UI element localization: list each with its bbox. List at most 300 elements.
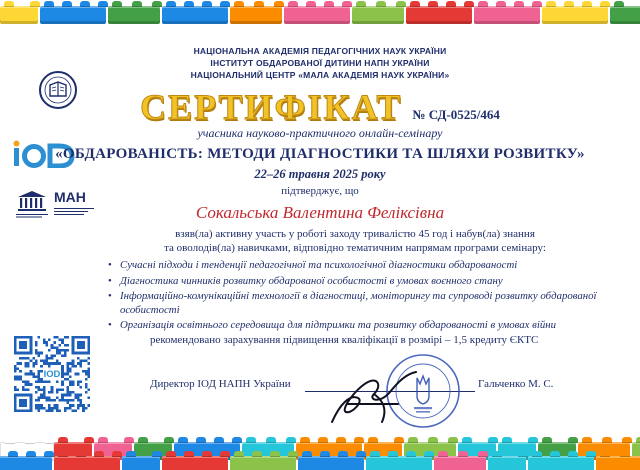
qr-module [69,383,72,386]
qr-module [80,402,83,405]
qr-module [80,404,83,407]
qr-module [87,370,90,373]
qr-module [61,381,64,384]
qr-module [48,339,51,342]
lego-stud [636,437,640,443]
participation-line-1: взяв(ла) активну участь у роботі заходу тривалістю 45 год і набув(ла) знання [175,228,535,240]
qr-module [48,349,51,352]
qr-module [61,375,64,378]
qr-module [51,388,54,391]
qr-module [35,375,38,378]
qr-module [32,362,35,365]
lego-stud [286,437,296,443]
qr-module [14,386,17,389]
qr-module [74,394,77,397]
qr-finder [19,399,27,407]
lego-stud [396,1,406,7]
qr-module [22,357,25,360]
qr-module [53,336,56,339]
lego-stud [302,451,312,457]
lego-stud [202,1,212,7]
qr-module [40,360,43,363]
qr-module [87,357,90,360]
qr-module [69,381,72,384]
qr-module [51,362,54,365]
qr-module [43,360,46,363]
qr-module [45,396,48,399]
lego-stud [252,451,262,457]
qr-module [30,383,33,386]
lego-stud [356,1,366,7]
qr-module [24,388,27,391]
qr-module [66,365,69,368]
qr-module [61,396,64,399]
qr-module [87,375,90,378]
qr-module [69,375,72,378]
qr-module [64,373,67,376]
qr-module [35,391,38,394]
director-position: Директор ІОД НАПН України [150,378,291,390]
qr-module [77,357,80,360]
lego-stud [496,1,506,7]
qr-module [64,349,67,352]
qr-module [61,349,64,352]
lego-brick [0,456,52,470]
participation-line-2: та оволодів(ла) навичками, відповідно тематичним напрямам програми семінару: [164,242,546,254]
qr-module [35,362,38,365]
qr-module [24,365,27,368]
lego-stud [354,437,364,443]
header-academy: НАЦІОНАЛЬНА АКАДЕМІЯ ПЕДАГОГІЧНИХ НАУК УКРАЇНИ [193,46,447,56]
lego-stud [564,1,574,7]
qr-module [82,360,85,363]
lego-stud [184,451,194,457]
qr-module [87,396,90,399]
certificate-subtitle: учасника науково-практичного онлайн-семінару [197,126,443,140]
qr-module [66,391,69,394]
qr-module [59,362,62,365]
qr-module [45,362,48,365]
qr-module [24,357,27,360]
qr-module [27,383,30,386]
qr-module [40,396,43,399]
seminar-title: «ОБДАРОВАНІСТЬ: МЕТОДИ ДІАГНОСТИКИ ТА ШЛЯХИ РОЗВИТКУ» [55,146,585,162]
qr-module [45,381,48,384]
qr-module [77,404,80,407]
qr-module [77,399,80,402]
qr-module [87,388,90,391]
qr-module [72,360,75,363]
qr-module [64,394,67,397]
qr-module [14,375,17,378]
qr-module [85,370,88,373]
qr-module [38,354,41,357]
qr-module [77,394,80,397]
qr-module [38,388,41,391]
lego-stud [478,451,488,457]
qr-module [66,344,69,347]
header-center: НАЦІОНАЛЬНИЙ ЦЕНТР «МАЛА АКАДЕМІЯ НАУК УКРАЇНИ» [190,70,450,80]
lego-stud [388,451,398,457]
qr-module [80,360,83,363]
lego-stud [582,1,592,7]
qr-module [40,370,43,373]
qr-module [27,373,30,376]
lego-brick [542,6,608,24]
qr-module [61,373,64,376]
lego-stud [602,437,612,443]
qr-module [32,373,35,376]
qr-module [56,396,59,399]
topic-item: • Сучасні підходи і тенденції педагогічної та психологічної діагностики обдарованості [108,259,600,273]
qr-module [48,409,51,412]
qr-module [53,404,56,407]
lego-stud [270,451,280,457]
qr-module [51,391,54,394]
topic-item: • Діагностика чинників розвитку обдарованої особистості в умовах воєнного стану [108,275,600,289]
qr-module [59,388,62,391]
qr-module [59,352,62,355]
qr-module [14,388,17,391]
qr-module [27,381,30,384]
lego-stud [234,451,244,457]
recipient-name: Сокальська Валентина Феліксівна [195,203,445,222]
lego-stud [428,1,438,7]
qr-module [24,373,27,376]
lego-stud [488,437,498,443]
lego-stud [320,451,330,457]
qr-module [69,399,72,402]
lego-stud [428,437,438,443]
qr-module [40,388,43,391]
qr-module [56,346,59,349]
qr-module [85,378,88,381]
qr-module [72,409,75,412]
qr-module [72,365,75,368]
qr-module [43,341,46,344]
lego-stud [94,451,104,457]
signer-name: Гальченко М. С. [478,378,554,390]
qr-module [22,388,25,391]
lego-stud [234,1,244,7]
qr-module [30,370,33,373]
certificate-title: СЕРТИФІКАТ [140,87,403,127]
lego-stud [58,451,68,457]
qr-module [53,354,56,357]
lego-stud [318,437,328,443]
qr-module [66,402,69,405]
qr-module [38,378,41,381]
qr-module [85,383,88,386]
qr-module [51,407,54,410]
lego-stud [80,1,90,7]
qr-module [38,352,41,355]
qr-module [72,381,75,384]
qr-module [53,346,56,349]
qr-module [48,357,51,360]
qr-module [56,362,59,365]
qr-module [77,407,80,410]
qr-module [77,362,80,365]
qr-module [66,394,69,397]
lego-stud [62,1,72,7]
qr-module [69,370,72,373]
qr-module [53,399,56,402]
qr-module [61,341,64,344]
qr-module [64,378,67,381]
lego-stud [5,438,15,444]
lego-stud [98,1,108,7]
qr-module [66,399,69,402]
qr-module [61,370,64,373]
qr-module [61,367,64,370]
qr-module [85,386,88,389]
qr-module [56,391,59,394]
qr-module [48,404,51,407]
lego-stud [394,437,404,443]
lego-stud [124,437,134,443]
qr-module [61,399,64,402]
lego-stud [300,437,310,443]
qr-module [19,375,22,378]
topics-list [108,259,600,335]
qr-module [80,362,83,365]
lego-stud [478,1,488,7]
lego-stud [98,437,108,443]
lego-brick [54,456,120,470]
qr-module [27,357,30,360]
qr-module [51,354,54,357]
qr-module [51,344,54,347]
qr-module [51,399,54,402]
lego-stud [202,451,212,457]
recommendation-text: рекомендовано зарахування підвищення кваліфікації в розмірі – 1,5 кредиту ЄКТС [150,334,539,346]
qr-module [56,352,59,355]
lego-stud [336,437,346,443]
qr-module [51,357,54,360]
lego-stud [324,1,334,7]
qr-module [48,362,51,365]
qr-module [56,388,59,391]
qr-module [56,336,59,339]
qr-module [61,365,64,368]
lego-stud [622,437,632,443]
qr-module [56,404,59,407]
lego-brick [366,456,432,470]
qr-module [56,349,59,352]
qr-module [48,407,51,410]
qr-module [82,370,85,373]
lego-stud [84,437,94,443]
qr-module [27,388,30,391]
lego-brick [406,6,472,24]
lego-stud [306,1,316,7]
qr-module [61,388,64,391]
qr-module [56,407,59,410]
qr-module [40,352,43,355]
qr-module [80,394,83,397]
qr-module [53,341,56,344]
header-institute: ІНСТИТУТ ОБДАРОВАНОЇ ДИТИНИ НАПН УКРАЇНИ [210,58,430,68]
lego-stud [166,451,176,457]
lego-stud [26,451,36,457]
lego-stud [600,451,610,457]
qr-module [35,386,38,389]
qr-module [45,360,48,363]
qr-finder [19,341,27,349]
certificate-title-row [0,86,640,128]
lego-stud [44,1,54,7]
certificate-number: № СД-0525/464 [412,107,500,122]
qr-module [17,375,20,378]
qr-module [30,360,33,363]
lego-stud [550,451,560,457]
qr-module [43,388,46,391]
qr-module [77,381,80,384]
qr-module [64,409,67,412]
lego-stud [220,1,230,7]
qr-module [66,349,69,352]
qr-module [69,367,72,370]
svg-text:МАН: МАН [54,189,86,205]
qr-module [53,407,56,410]
qr-module [19,357,22,360]
qr-module [80,381,83,384]
lego-brick [474,6,540,24]
qr-module [66,336,69,339]
qr-module [56,360,59,363]
qr-module [64,399,67,402]
qr-module [69,362,72,365]
qr-module [38,375,41,378]
qr-module [19,378,22,381]
qr-code [14,336,90,412]
lego-stud [568,451,578,457]
qr-module [43,394,46,397]
qr-module [59,344,62,347]
qr-module [40,394,43,397]
lego-stud [410,1,420,7]
qr-module [85,391,88,394]
qr-module [43,391,46,394]
lego-brick [108,6,160,24]
lego-brick [298,456,364,470]
qr-module [72,391,75,394]
qr-module [14,378,17,381]
qr-module [30,373,33,376]
qr-module [32,357,35,360]
qr-module [27,362,30,365]
qr-module [51,409,54,412]
lego-stud [342,1,352,7]
lego-stud [288,451,298,457]
lego-brick [40,6,106,24]
qr-module [38,399,41,402]
qr-module [45,341,48,344]
qr-module [80,386,83,389]
qr-module [35,352,38,355]
qr-module [43,381,46,384]
qr-module [35,381,38,384]
lego-stud [462,437,472,443]
qr-module [80,399,83,402]
lego-stud [614,1,624,7]
qr-module [40,365,43,368]
qr-module [66,388,69,391]
lego-stud [288,1,298,7]
qr-module [17,388,20,391]
qr-module [87,362,90,365]
lego-stud [266,437,276,443]
qr-module [43,396,46,399]
qr-module [69,391,72,394]
qr-module [43,386,46,389]
lego-stud [408,437,418,443]
qr-module [87,404,90,407]
lego-stud [4,1,14,7]
lego-stud [338,451,348,457]
qr-module [32,365,35,368]
qr-module [24,381,27,384]
qr-module [59,399,62,402]
qr-module [66,362,69,365]
qr-module [80,365,83,368]
qr-module [48,391,51,394]
qr-module [17,362,20,365]
lego-stud [532,1,542,7]
lego-stud [178,437,188,443]
qr-module [40,378,43,381]
qr-module [38,336,41,339]
qr-module [69,394,72,397]
qr-module [43,407,46,410]
lego-brick [162,456,228,470]
lego-stud [582,437,592,443]
lego-brick [122,456,160,470]
director-signature-icon [328,364,420,428]
qr-module [48,396,51,399]
qr-module [59,349,62,352]
qr-module [61,394,64,397]
lego-stud [184,1,194,7]
qr-module [72,362,75,365]
lego-stud [502,437,512,443]
lego-stud [274,1,284,7]
lego-stud [8,451,18,457]
lego-stud [220,451,230,457]
qr-module [77,383,80,386]
qr-module [85,373,88,376]
qr-module [24,383,27,386]
lego-stud [458,451,468,457]
lego-brick [230,456,296,470]
lego-stud [528,437,538,443]
qr-module [35,404,38,407]
lego-stud [132,1,142,7]
qr-module [19,362,22,365]
bottom-lego-border [0,436,640,470]
qr-module [38,396,41,399]
qr-module [66,373,69,376]
lego-stud [232,437,242,443]
qr-module [35,407,38,410]
qr-module [35,344,38,347]
lego-stud [164,437,174,443]
lego-brick [434,456,486,470]
lego-brick [162,6,228,24]
qr-module [59,339,62,342]
qr-module [66,367,69,370]
